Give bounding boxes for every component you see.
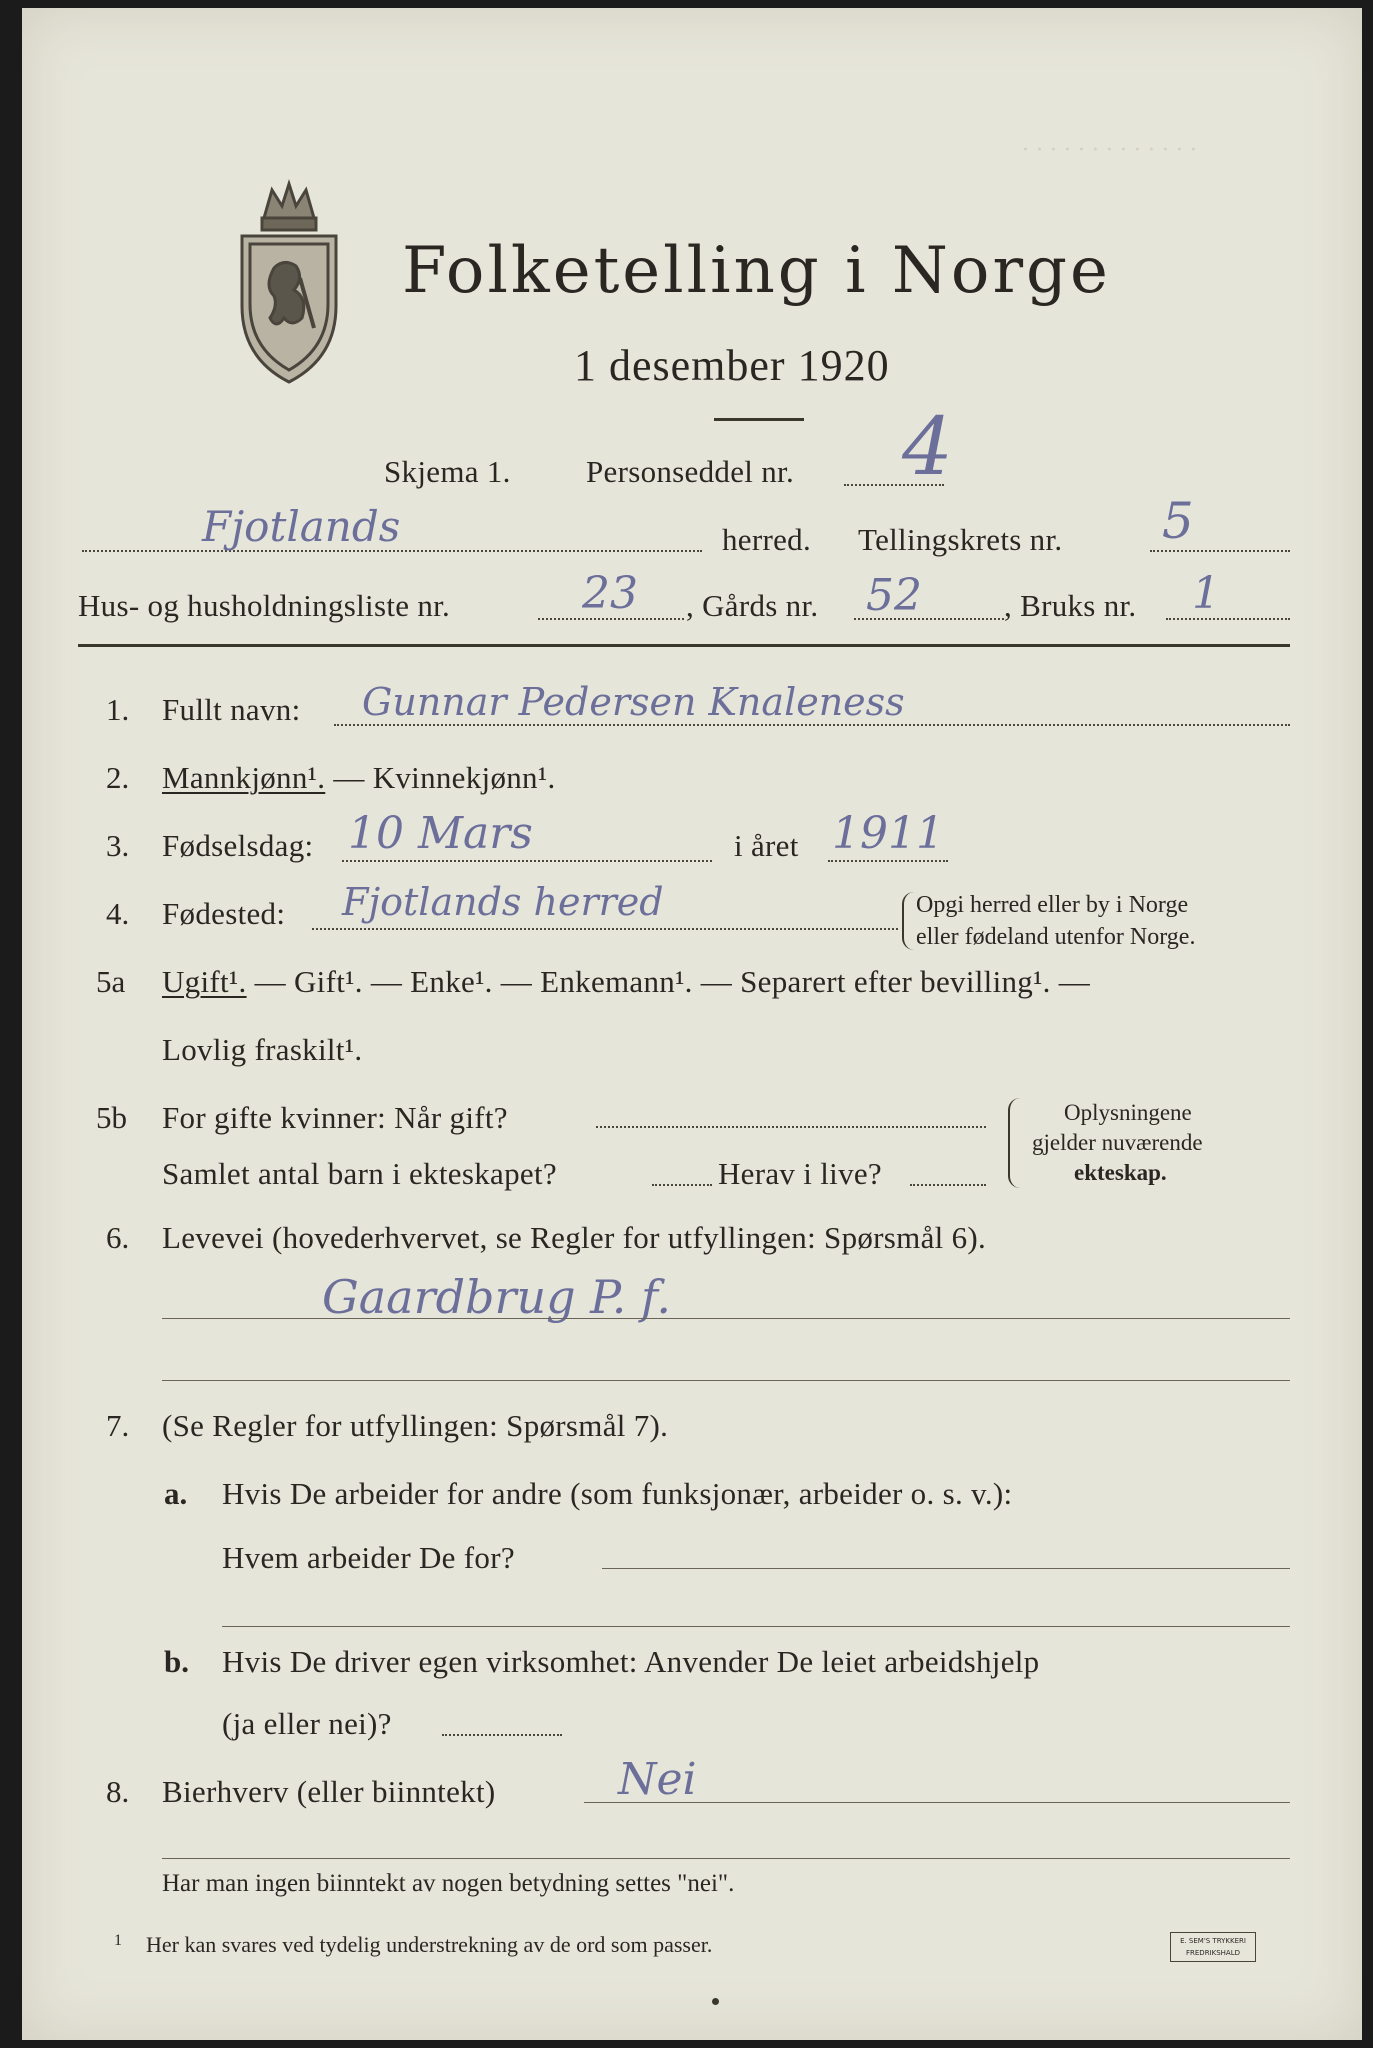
q7a-employer-line bbox=[602, 1568, 1290, 1569]
q5b-married-line bbox=[596, 1126, 986, 1128]
punch-dot bbox=[712, 1998, 719, 2005]
q5a-ugift-option[interactable]: Ugift¹. bbox=[162, 964, 247, 999]
q3-year-label: i året bbox=[734, 828, 799, 863]
q7b-letter: b. bbox=[164, 1644, 189, 1679]
q5b-alive-line bbox=[910, 1184, 986, 1186]
personseddel-label: Personseddel nr. bbox=[586, 454, 794, 489]
herred-label: herred. bbox=[722, 522, 812, 557]
q7b-yes-no-label: (ja eller nei)? bbox=[222, 1706, 392, 1741]
gards-label: , Gårds nr. bbox=[686, 588, 819, 623]
q8-side-income[interactable]: Nei bbox=[618, 1754, 697, 1805]
q3-birthday[interactable]: 10 Mars bbox=[348, 808, 533, 859]
q4-birthplace[interactable]: Fjotlands herred bbox=[342, 880, 664, 924]
q8-label: Bierhverv (eller biinntekt) bbox=[162, 1774, 496, 1809]
census-date: 1 desember 1920 bbox=[574, 341, 890, 390]
q6-line2 bbox=[162, 1380, 1290, 1381]
q5b-note-line3: ekteskap. bbox=[1074, 1160, 1167, 1185]
q5a-number: 5a bbox=[96, 964, 126, 999]
q7a-label: Hvis De arbeider for andre (som funksjonær, arbeider o. s. v.): bbox=[222, 1476, 1013, 1511]
husholdning-label: Hus- og husholdningsliste nr. bbox=[78, 588, 451, 623]
q3-number: 3. bbox=[106, 828, 130, 863]
q1-full-name[interactable]: Gunnar Pedersen Knaleness bbox=[362, 680, 905, 724]
q5b-note-line1: Oplysningene bbox=[1064, 1100, 1192, 1125]
q7-label: (Se Regler for utfyllingen: Spørsmål 7). bbox=[162, 1408, 669, 1443]
q8-number: 8. bbox=[106, 1774, 130, 1809]
skjema-label: Skjema 1. bbox=[384, 454, 511, 489]
q4-note-line2: eller fødeland utenfor Norge. bbox=[916, 924, 1196, 950]
q5b-brace bbox=[1008, 1098, 1020, 1188]
q2-male-option[interactable]: Mannkjønn¹. bbox=[162, 760, 326, 795]
tellingskrets-label: Tellingskrets nr. bbox=[858, 522, 1063, 557]
q3-label: Fødselsdag: bbox=[162, 828, 314, 863]
q1-number: 1. bbox=[106, 692, 130, 727]
q1-label: Fullt navn: bbox=[162, 692, 301, 727]
bleed-through-text: · · · · · · · · · · · · · bbox=[1022, 138, 1197, 163]
q4-brace bbox=[902, 892, 914, 950]
printer-stamp bbox=[1170, 1932, 1256, 1962]
q7a-extra-line bbox=[222, 1626, 1290, 1627]
q6-number: 6. bbox=[106, 1220, 130, 1255]
printer-stamp-text: E. SEM'S TRYKKERI FREDRIKSHALD bbox=[1180, 1937, 1246, 1957]
q5b-number: 5b bbox=[96, 1100, 127, 1135]
q3-year-line bbox=[828, 860, 948, 862]
bruks-label: , Bruks nr. bbox=[1004, 588, 1137, 623]
q7b-line bbox=[442, 1734, 562, 1736]
q5b-label: For gifte kvinner: Når gift? bbox=[162, 1100, 508, 1135]
q5a-other-options[interactable]: — Gift¹. — Enke¹. — Enkemann¹. — Separert efter bevilling¹. — bbox=[246, 964, 1091, 999]
q6-occupation[interactable]: Gaardbrug P. f. bbox=[322, 1270, 672, 1324]
q6-line1 bbox=[162, 1318, 1290, 1319]
herred-value[interactable]: Fjotlands bbox=[202, 502, 401, 551]
title-divider bbox=[714, 418, 804, 421]
q2-separator: — bbox=[325, 760, 373, 795]
census-form-page bbox=[22, 8, 1362, 2040]
q3-birth-year[interactable]: 1911 bbox=[832, 808, 944, 859]
q4-line bbox=[312, 928, 898, 930]
q2-female-option[interactable]: Kvinnekjønn¹. bbox=[372, 760, 556, 795]
q3-date-line bbox=[342, 860, 712, 862]
footnote-mark: 1 bbox=[114, 1932, 122, 1949]
gards-value[interactable]: 52 bbox=[866, 570, 922, 621]
form-title: Folketelling i Norge bbox=[402, 234, 1111, 308]
q2-number: 2. bbox=[106, 760, 130, 795]
bruks-value[interactable]: 1 bbox=[1192, 568, 1220, 619]
q8-extra-line bbox=[162, 1858, 1290, 1859]
q7b-label: Hvis De driver egen virksomhet: Anvender De leiet arbeidshjelp bbox=[222, 1644, 1040, 1679]
q4-label: Fødested: bbox=[162, 896, 286, 931]
coat-of-arms-icon bbox=[234, 178, 344, 388]
nei-note: Har man ingen biinntekt av nogen betydning settes "nei". bbox=[162, 1870, 735, 1897]
husholdning-value[interactable]: 23 bbox=[582, 568, 638, 619]
q7a-employer-label: Hvem arbeider De for? bbox=[222, 1540, 515, 1575]
q5b-alive-label: Herav i live? bbox=[718, 1156, 882, 1191]
q1-line bbox=[334, 724, 1290, 726]
q7a-letter: a. bbox=[164, 1476, 188, 1511]
footnote-text: Her kan svares ved tydelig understrekning av de ord som passer. bbox=[146, 1932, 713, 1957]
tellingskrets-line bbox=[1150, 550, 1290, 552]
tellingskrets-value[interactable]: 5 bbox=[1162, 492, 1194, 550]
bruks-line bbox=[1166, 618, 1290, 620]
personseddel-value[interactable]: 4 bbox=[902, 400, 953, 493]
q2-sex-line bbox=[162, 760, 556, 796]
header-divider bbox=[78, 644, 1290, 647]
q6-label: Levevei (hovederhvervet, se Regler for utfyllingen: Spørsmål 6). bbox=[162, 1220, 987, 1255]
q5b-note-line2: gjelder nuværende bbox=[1032, 1130, 1203, 1155]
q4-note-line1: Opgi herred eller by i Norge bbox=[916, 892, 1189, 918]
q5b-children-label: Samlet antal barn i ekteskapet? bbox=[162, 1156, 557, 1191]
q5b-children-line bbox=[652, 1184, 712, 1186]
q4-number: 4. bbox=[106, 896, 130, 931]
q5a-status-line bbox=[162, 964, 1090, 1000]
q5a-fraskilt-option[interactable]: Lovlig fraskilt¹. bbox=[162, 1032, 363, 1067]
q7-number: 7. bbox=[106, 1408, 130, 1443]
